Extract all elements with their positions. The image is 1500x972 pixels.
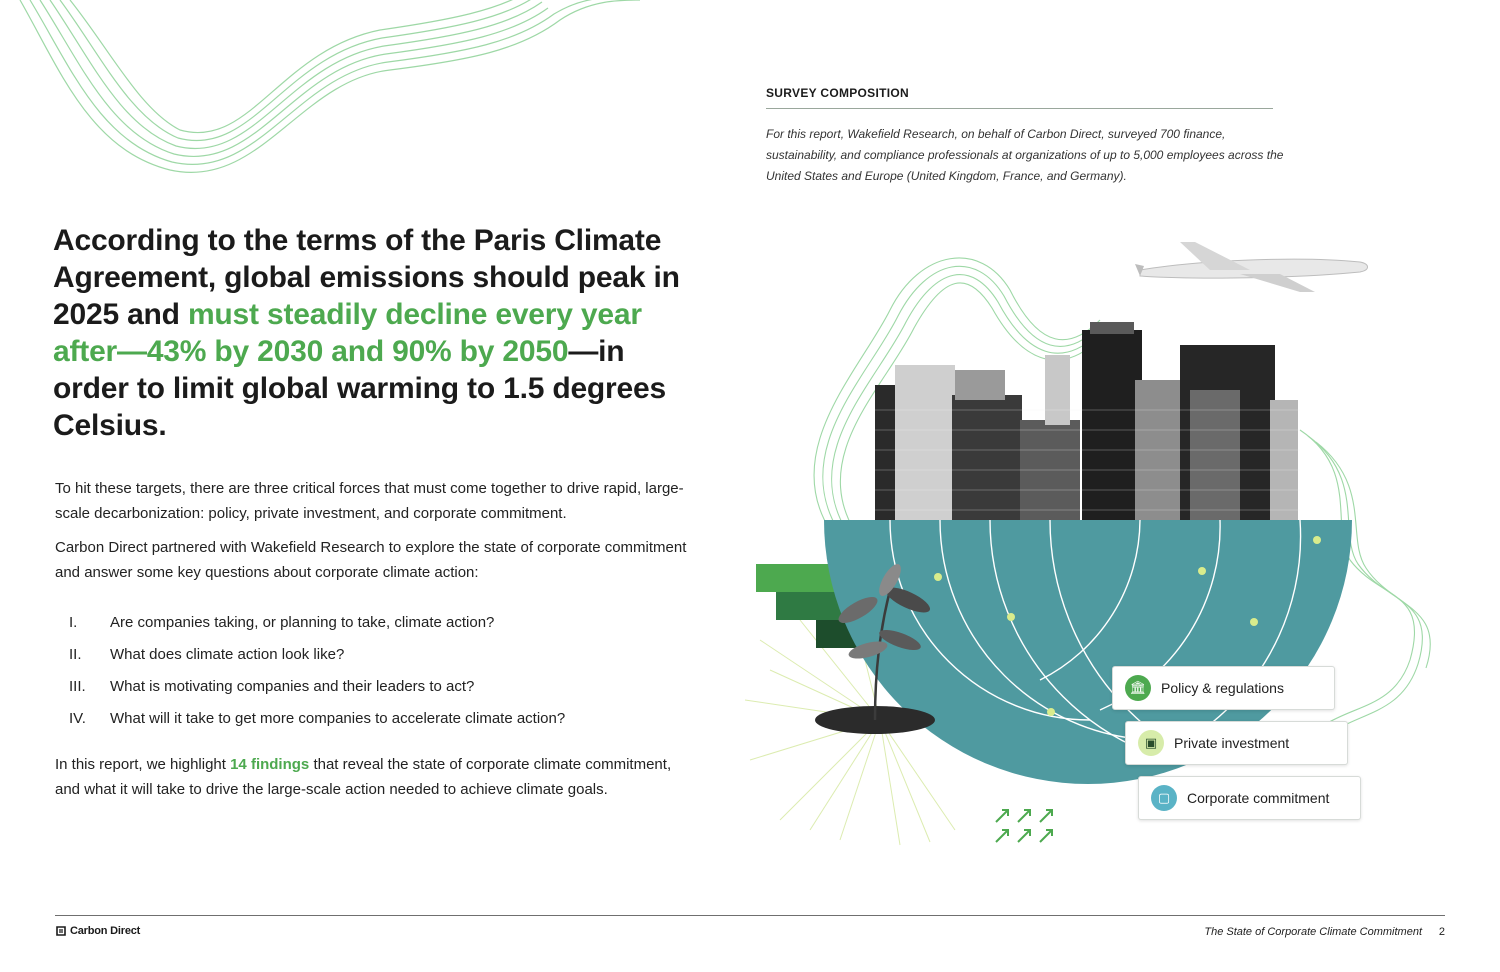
force-card-corporate (1138, 776, 1361, 820)
list-item (55, 702, 695, 734)
banknote-icon: ▣ (1138, 730, 1164, 756)
force-label: Private investment (1174, 735, 1290, 751)
footer-divider (55, 915, 1445, 916)
airplane-image (1135, 242, 1368, 292)
carbon-direct-logo-icon (55, 925, 67, 937)
survey-composition-body: For this report, Wakefield Research, on behalf of Carbon Direct, surveyed 700 finance, sustainability, and compliance professionals at organizations of up to 5,000 employees across the United States and Europe (United Kingdom, France, and Germany). (766, 127, 1284, 183)
headline-part-1: According to the terms of the Paris Climate Agreement, global emissions should peak in 2025 and (53, 224, 680, 331)
logo-text: Carbon Direct (70, 925, 141, 937)
page-number: 2 (1438, 926, 1445, 938)
page-headline (53, 222, 693, 444)
survey-composition-title: SURVEY COMPOSITION (766, 86, 1273, 109)
list-numeral: II. (69, 645, 82, 663)
findings-highlight: 14 findings (230, 756, 310, 773)
list-text: What is motivating companies and their leaders to act? (110, 677, 475, 695)
intro-paragraph-1: To hit these targets, there are three critical forces that must come together to drive rapid, large-scale decarbonization: policy, private investment, and corporate commitment. (55, 480, 684, 522)
list-item (55, 638, 695, 670)
briefcase-icon: ▢ (1151, 785, 1177, 811)
city-skyline (875, 322, 1300, 520)
force-label: Corporate commitment (1187, 790, 1330, 806)
carbon-direct-logo (55, 925, 140, 937)
headline-part-2: —in order to limit global warming to 1.5 degrees Celsius. (53, 335, 666, 442)
list-numeral: I. (69, 613, 78, 631)
headline-highlight: must steadily decline every year after—43% by 2030 and 90% by 2050 (53, 298, 642, 368)
decorative-wave-lines (0, 0, 700, 200)
force-card-investment (1125, 721, 1348, 765)
footer-report-title: The State of Corporate Climate Commitment (1204, 926, 1422, 938)
list-item (55, 670, 695, 702)
list-text: What will it take to get more companies to accelerate climate action? (110, 709, 566, 727)
list-numeral: III. (69, 677, 86, 695)
closing-before: In this report, we highlight (55, 756, 231, 773)
growth-arrows-icon (996, 810, 1052, 842)
closing-paragraph (55, 752, 695, 802)
list-text: What does climate action look like? (110, 645, 345, 663)
closing-after: that reveal the state of corporate climate commitment, and what it will take to drive the large-scale action needed to achieve climate goals. (55, 756, 672, 798)
intro-paragraph-2: Carbon Direct partnered with Wakefield Research to explore the state of corporate commitment and answer some key questions about corporate climate action: (55, 539, 687, 581)
list-numeral: IV. (69, 709, 86, 727)
bank-building-icon: 🏛 (1125, 675, 1151, 701)
force-label: Policy & regulations (1161, 680, 1284, 696)
list-item (55, 606, 695, 638)
force-card-policy (1112, 666, 1335, 710)
list-text: Are companies taking, or planning to take, climate action? (110, 613, 495, 631)
key-questions-list (55, 606, 695, 734)
